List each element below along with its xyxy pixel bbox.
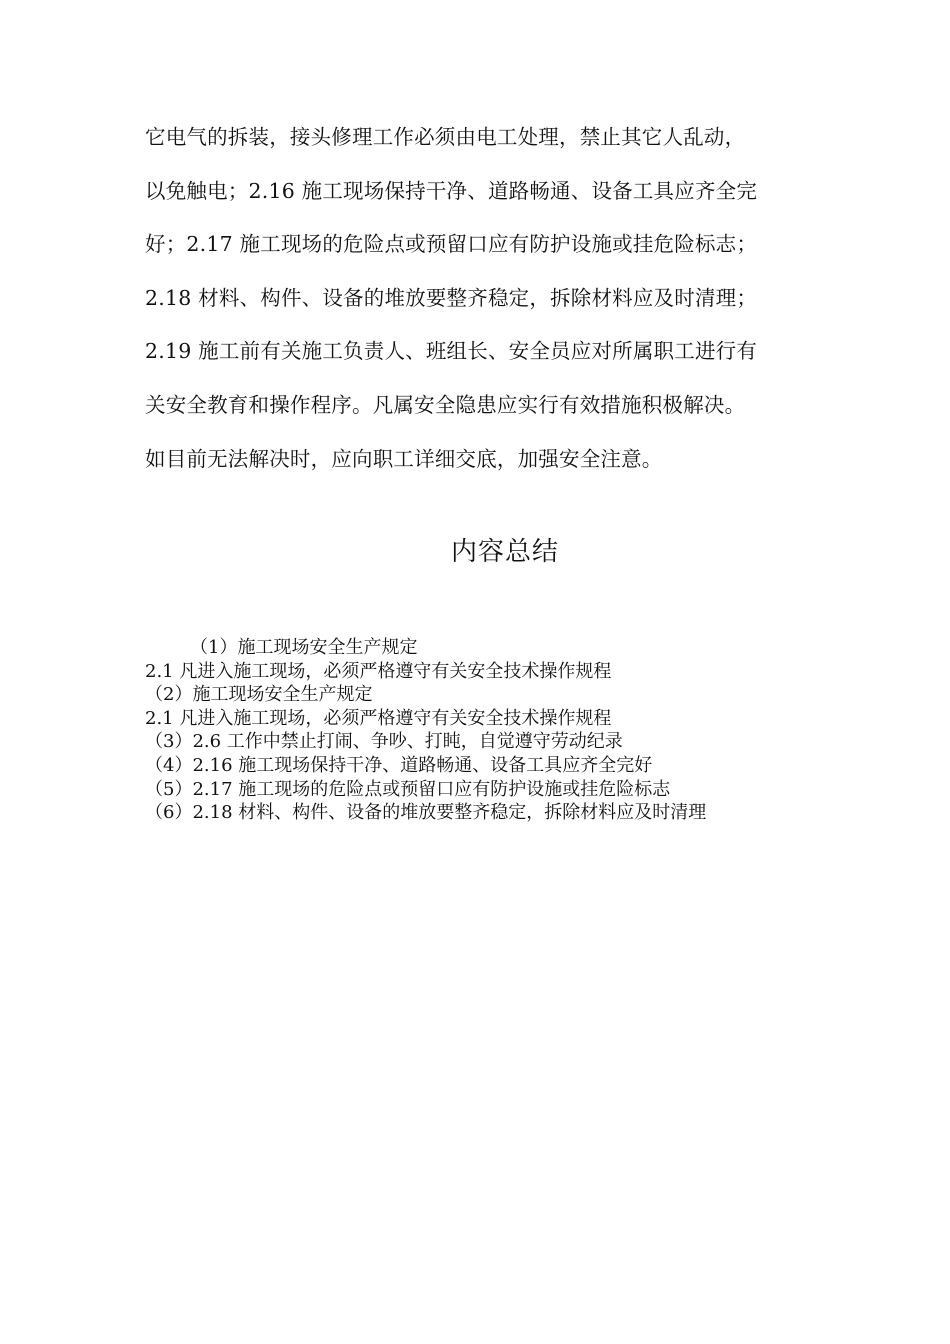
summary-title: 内容总结 <box>450 537 559 567</box>
summary-item: （6）2.18 材料、构件、设备的堆放要整齐稳定，拆除材料应及时清理 <box>145 802 707 824</box>
body-line: 2.19 施工前有关施工负责人、班组长、安全员应对所属职工进行有 <box>145 339 758 364</box>
body-line: 如目前无法解决时，应向职工详细交底，加强安全注意。 <box>145 446 663 471</box>
summary-item: （3）2.6 工作中禁止打闹、争吵、打盹，自觉遵守劳动纪录 <box>145 731 623 753</box>
summary-item: 2.1 凡进入施工现场，必须严格遵守有关安全技术操作规程 <box>145 660 612 682</box>
body-line: 好；2.17 施工现场的危险点或预留口应有防护设施或挂危险标志； <box>145 232 758 257</box>
summary-item: 2.1 凡进入施工现场，必须严格遵守有关安全技术操作规程 <box>145 707 612 729</box>
summary-list <box>145 636 845 825</box>
body-line: 它电气的拆装，接头修理工作必须由电工处理，禁止其它人乱动， <box>145 125 746 149</box>
body-paragraph <box>145 118 805 493</box>
body-line: 以免触电；2.16 施工现场保持干净、道路畅通、设备工具应齐全完 <box>145 178 758 203</box>
summary-item: （2）施工现场安全生产规定 <box>145 684 373 706</box>
summary-item: （1）施工现场安全生产规定 <box>190 637 418 658</box>
summary-item: （5）2.17 施工现场的危险点或预留口应有防护设施或挂危险标志 <box>145 778 671 800</box>
body-line: 关安全教育和操作程序。凡属安全隐患应实行有效措施积极解决。 <box>145 392 746 417</box>
body-line: 2.18 材料、构件、设备的堆放要整齐稳定，拆除材料应及时清理； <box>145 285 758 310</box>
summary-item: （4）2.16 施工现场保持干净、道路畅通、设备工具应齐全完好 <box>145 754 653 776</box>
